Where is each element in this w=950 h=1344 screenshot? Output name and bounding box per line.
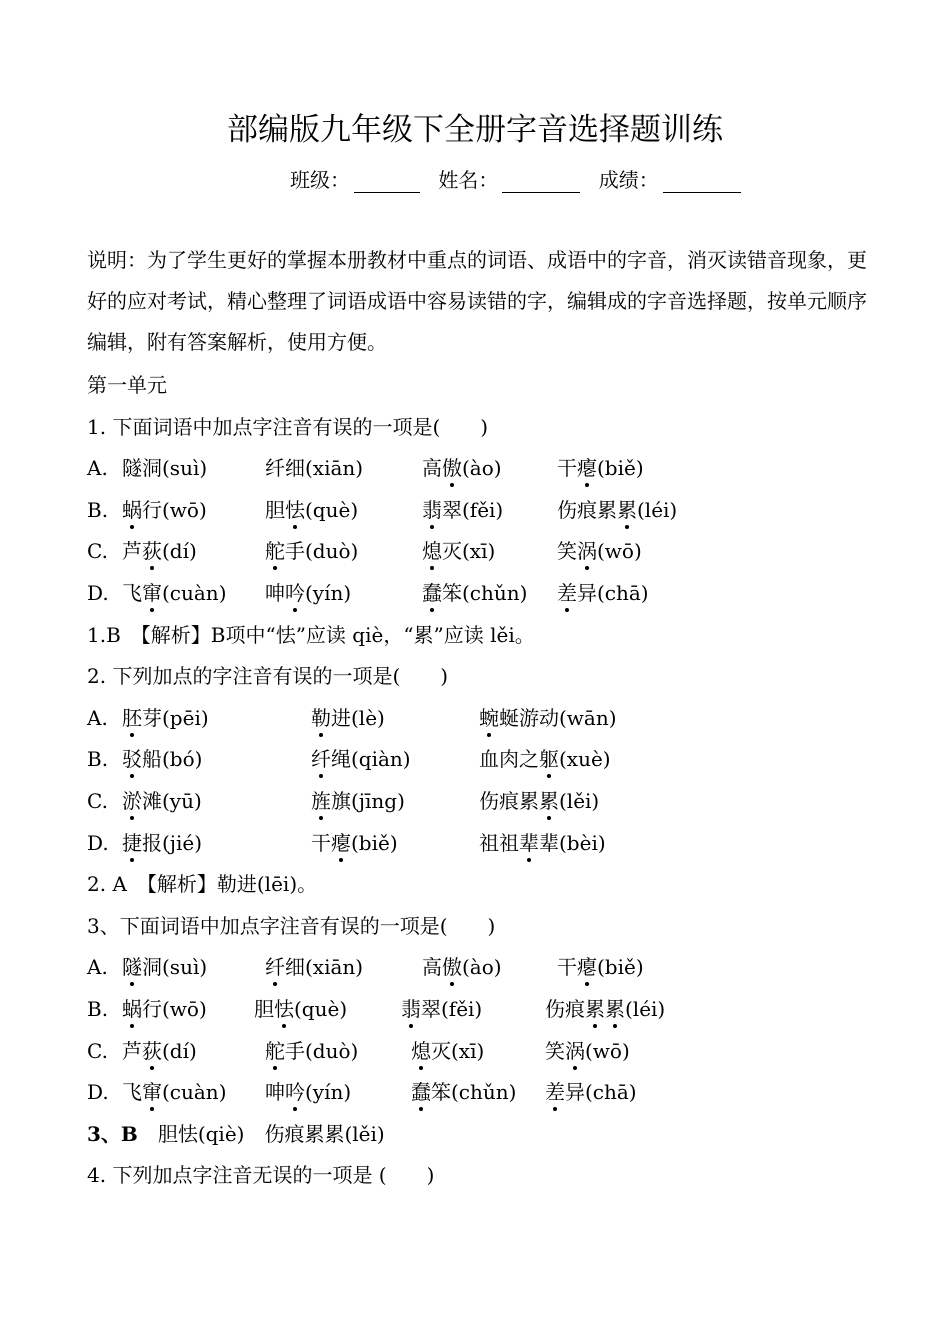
line-text: 2. 下列加点的字注音有误的一项是( ) bbox=[87, 664, 449, 689]
line-text: 1. 下面词语中加点字注音有误的一项是( ) bbox=[87, 414, 489, 439]
dotted-char: 傲 bbox=[442, 453, 462, 483]
line-text: 3、下面词语中加点字注音有误的一项是( ) bbox=[87, 913, 496, 938]
option-word: 隧洞(suì) bbox=[122, 952, 207, 982]
dotted-char: 蜗 bbox=[122, 994, 142, 1024]
dotted-char: 胚 bbox=[122, 703, 142, 733]
page-title: 部编版九年级下全册字音选择题训练 bbox=[227, 112, 723, 148]
option-word: 蜗行(wō) bbox=[122, 994, 207, 1024]
option-word: 舵手(duò) bbox=[265, 536, 358, 566]
option-word: 芦荻(dí) bbox=[122, 536, 197, 566]
dotted-char: 差 bbox=[545, 1077, 565, 1107]
score-label: 成绩： bbox=[598, 168, 659, 192]
dotted-char: 舵 bbox=[265, 536, 285, 566]
instructions-paragraph: 说明：为了学生更好的掌握本册教材中重点的词语、成语中的字音，消灭读错音现象，更好的应对考试，精心整理了词语成语中容易读错的字，编辑成的字音选择题，按单元顺序编辑，附有答案解析，使用方便。 bbox=[87, 248, 867, 354]
score-blank[interactable] bbox=[663, 170, 741, 193]
option-letter: D. bbox=[87, 581, 109, 605]
option-word: 胆怯(què) bbox=[254, 994, 347, 1024]
option-word: 纤细(xiān) bbox=[265, 952, 363, 982]
dotted-char: 熄 bbox=[422, 536, 442, 566]
option-word: 驳船(bó) bbox=[122, 744, 202, 774]
option-word: 胚芽(pēi) bbox=[122, 703, 209, 733]
option-word: 蠢笨(chǔn) bbox=[411, 1077, 516, 1107]
dotted-char: 勒 bbox=[311, 703, 331, 733]
dotted-char: 累 bbox=[539, 786, 559, 816]
dotted-char: 熄 bbox=[411, 1036, 431, 1066]
option-word: 伤痕累累(lěi) bbox=[479, 786, 599, 816]
answer-line bbox=[87, 869, 317, 899]
dotted-char: 捷 bbox=[122, 828, 142, 858]
dotted-char: 舵 bbox=[265, 1036, 285, 1066]
dotted-char: 累 bbox=[605, 994, 625, 1024]
dotted-char: 翡 bbox=[422, 495, 442, 525]
option-word: 淤滩(yū) bbox=[122, 786, 202, 816]
dotted-char: 驳 bbox=[122, 744, 142, 774]
option-word: 干瘪(biě) bbox=[557, 453, 644, 483]
dotted-char: 累 bbox=[617, 495, 637, 525]
option-word: 隧洞(suì) bbox=[122, 456, 208, 481]
dotted-char: 蠢 bbox=[422, 578, 442, 608]
dotted-char: 瘪 bbox=[331, 828, 351, 858]
option-word: 笑涡(wō) bbox=[545, 1036, 630, 1066]
option-letter: A. bbox=[87, 955, 108, 980]
option-word: 高傲(ào) bbox=[422, 952, 502, 982]
question-line bbox=[87, 661, 448, 691]
option-letter: A. bbox=[87, 456, 108, 481]
name-label: 姓名： bbox=[438, 168, 499, 192]
answer-line bbox=[87, 1119, 385, 1149]
option-word: 芦荻(dí) bbox=[122, 1036, 197, 1066]
question-line bbox=[87, 911, 495, 941]
dotted-char: 涡 bbox=[565, 1036, 585, 1066]
option-word: 差异(chā) bbox=[545, 1077, 637, 1107]
unit-heading: 第一单元 bbox=[87, 373, 167, 397]
dotted-char: 纤 bbox=[311, 744, 331, 774]
option-word: 血肉之躯(xuè) bbox=[479, 744, 611, 774]
dotted-char: 怯 bbox=[285, 495, 305, 525]
option-word: 蜗行(wō) bbox=[122, 495, 207, 525]
option-letter: B. bbox=[87, 747, 109, 772]
option-letter: B. bbox=[87, 497, 109, 522]
option-word: 捷报(jié) bbox=[122, 828, 202, 858]
option-word: 差异(chā) bbox=[557, 578, 649, 608]
option-word: 呻吟(yín) bbox=[265, 1077, 351, 1107]
dotted-char: 旌 bbox=[311, 786, 331, 816]
option-word: 翡翠(fěi) bbox=[401, 994, 482, 1024]
dotted-char: 瘪 bbox=[577, 453, 597, 483]
name-blank[interactable] bbox=[502, 170, 580, 193]
dotted-char: 吟 bbox=[285, 1077, 305, 1107]
question-line bbox=[87, 1160, 434, 1190]
dotted-char: 翡 bbox=[401, 994, 421, 1024]
option-word: 伤痕累累(léi) bbox=[545, 994, 665, 1024]
option-word: 蠢笨(chǔn) bbox=[422, 578, 527, 608]
dotted-char: 蠢 bbox=[411, 1077, 431, 1107]
question-line bbox=[87, 412, 488, 442]
dotted-char: 差 bbox=[557, 578, 577, 608]
option-letter: C. bbox=[87, 789, 108, 813]
class-label: 班级： bbox=[290, 168, 350, 192]
dotted-char: 辈 bbox=[519, 828, 539, 858]
option-letter: A. bbox=[87, 705, 108, 730]
dotted-char: 蜿 bbox=[479, 703, 499, 733]
option-letter: D. bbox=[87, 830, 109, 855]
option-word: 呻吟(yín) bbox=[265, 578, 351, 608]
line-text: 4. 下列加点字注音无误的一项是 ( ) bbox=[87, 1163, 435, 1188]
option-word: 胆怯(què) bbox=[265, 495, 358, 525]
option-word: 祖祖辈辈(bèi) bbox=[479, 828, 606, 858]
dotted-char: 荻 bbox=[142, 1036, 162, 1066]
dotted-char: 窜 bbox=[142, 578, 162, 608]
option-word: 干瘪(biě) bbox=[557, 952, 644, 982]
dotted-char: 蜗 bbox=[122, 495, 142, 525]
option-word: 翡翠(fěi) bbox=[422, 495, 503, 525]
option-word: 纤绳(qiàn) bbox=[311, 744, 411, 774]
option-word: 旌旗(jīng) bbox=[311, 786, 405, 816]
option-word: 笑涡(wō) bbox=[557, 536, 642, 566]
option-word: 舵手(duò) bbox=[265, 1036, 358, 1066]
dotted-char: 涡 bbox=[577, 536, 597, 566]
line-text: 2. A 【解析】勒进(lēi)。 bbox=[87, 872, 318, 897]
dotted-char: 纤 bbox=[265, 952, 285, 982]
option-letter: C. bbox=[87, 1038, 108, 1063]
dotted-char: 吟 bbox=[285, 578, 305, 608]
dotted-char: 荻 bbox=[142, 536, 162, 566]
option-word: 伤痕累累(léi) bbox=[557, 495, 677, 525]
student-info-row bbox=[290, 164, 753, 193]
option-letter: C. bbox=[87, 539, 108, 564]
dotted-char: 淤 bbox=[122, 786, 142, 816]
dotted-char: 累 bbox=[585, 994, 605, 1024]
dotted-char: 窜 bbox=[142, 1077, 162, 1107]
option-word: 熄灭(xī) bbox=[411, 1036, 484, 1066]
option-word: 纤细(xiān) bbox=[265, 456, 364, 481]
line-text: 胆怯(qiè) 伤痕累累(lěi) bbox=[157, 1121, 385, 1146]
dotted-char: 瘪 bbox=[577, 952, 597, 982]
line-text: 1.B 【解析】B项中“怯”应读 qiè，“累”应读 lěi。 bbox=[87, 622, 535, 647]
option-word: 勒进(lè) bbox=[311, 703, 385, 733]
answer-line bbox=[87, 620, 535, 650]
option-word: 干瘪(biě) bbox=[311, 828, 398, 858]
option-word: 熄灭(xī) bbox=[422, 536, 495, 566]
dotted-char: 怯 bbox=[274, 994, 294, 1024]
answer-key: 3、B bbox=[87, 1121, 158, 1146]
option-letter: B. bbox=[87, 997, 109, 1021]
option-word: 高傲(ào) bbox=[422, 453, 502, 483]
dotted-char: 隧 bbox=[122, 952, 142, 982]
option-word: 飞窜(cuàn) bbox=[122, 1077, 227, 1107]
option-word: 蜿蜒游动(wān) bbox=[479, 703, 617, 733]
dotted-char: 傲 bbox=[442, 952, 462, 982]
option-word: 飞窜(cuàn) bbox=[122, 578, 227, 608]
option-letter: D. bbox=[87, 1080, 109, 1105]
dotted-char: 躯 bbox=[539, 744, 559, 774]
class-blank[interactable] bbox=[354, 170, 420, 193]
